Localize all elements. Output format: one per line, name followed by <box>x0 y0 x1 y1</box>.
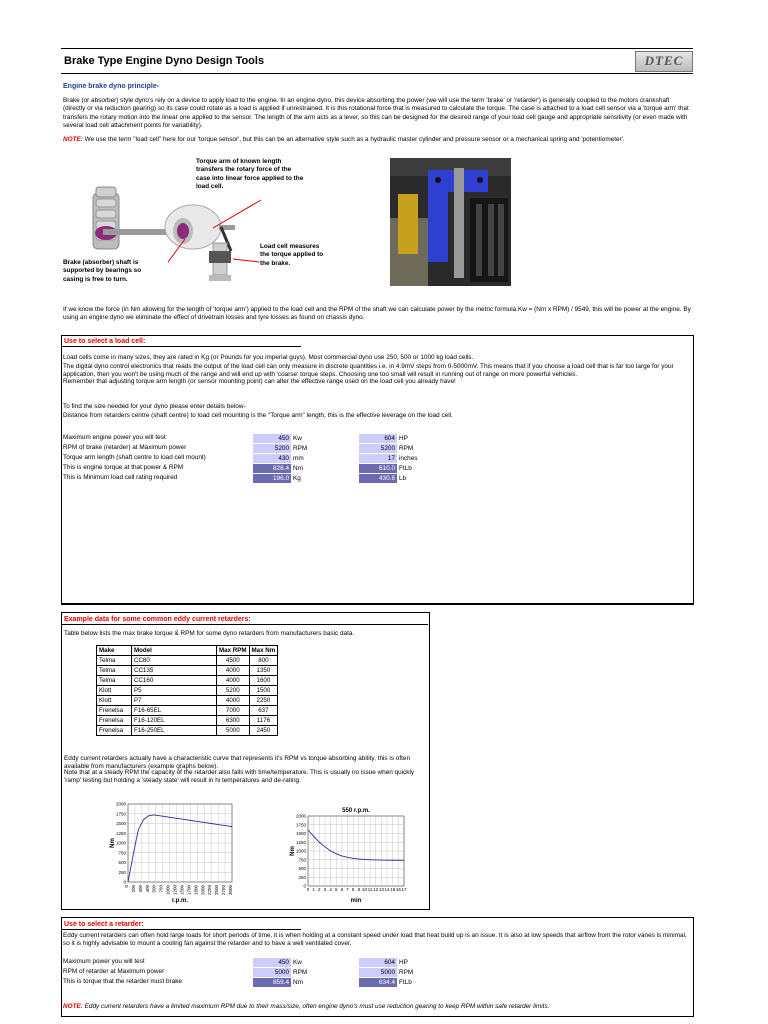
x-tick-label: 16 <box>395 887 401 892</box>
x-tick-label: 0 <box>306 887 310 892</box>
max-power-hp-input[interactable]: 604 <box>359 434 397 443</box>
y-tick-label: 500 <box>298 866 306 871</box>
y-tick-label: 1000 <box>115 840 126 846</box>
load-cell-para-1: Load cells come in many sizes, they are rated in Kg (or Pounds for you imperial guys). Most commercial dyno use 250, 500 or 1000 kg load cells. <box>63 354 474 361</box>
intro-heading: Engine brake dyno principle- <box>63 83 160 90</box>
x-tick-label: 3000 <box>228 885 233 896</box>
unit-label: Nm <box>293 465 303 472</box>
calc-label: Torque arm length (shaft centre to load cell mount) <box>63 454 206 461</box>
load-cell-lb-output: 430.6 <box>359 474 397 483</box>
table-row <box>97 686 278 696</box>
cell-max-rpm: 7000 <box>217 706 250 716</box>
cell-max-rpm: 4000 <box>217 666 250 676</box>
x-tick-label: 2750 <box>221 885 227 896</box>
unit-label: FtLb <box>399 465 412 472</box>
cell-max-rpm: 6300 <box>217 716 250 726</box>
cell-max-rpm: 5200 <box>217 686 250 696</box>
cell-model: P7 <box>132 696 217 706</box>
engine-torque-nm-output: 826.4 <box>253 464 291 473</box>
cell-max-rpm: 4500 <box>217 656 250 666</box>
x-tick-label: 17 <box>401 887 407 892</box>
calc-label: This is torque that the retarder must brake <box>63 978 182 985</box>
cell-make: Telma <box>97 676 132 686</box>
y-tick-label: 250 <box>298 874 306 880</box>
load-cell-section-title: Use to select a load cell: <box>64 338 146 345</box>
x-tick-label: 2 <box>318 887 321 892</box>
cell-max-nm: 1350 <box>249 666 278 676</box>
load-cell-para-3: Remember that adjusting torque arm length (or sensor mounting point) can alter the effective range used on the load cell you already have! <box>63 378 456 385</box>
x-tick-label: 5 <box>334 887 338 892</box>
unit-label: RPM <box>399 445 414 452</box>
page-title: Brake Type Engine Dyno Design Tools <box>64 55 265 67</box>
cell-max-nm: 637 <box>249 706 278 716</box>
unit-label: FtLb <box>399 979 412 986</box>
x-tick-label: 2500 <box>214 885 220 896</box>
cell-make: Klott <box>97 696 132 706</box>
retarder-select-title: Use to select a retarder: <box>64 921 144 928</box>
x-tick-label: 400 <box>144 885 150 893</box>
note-text: Eddy current retarders have a limited maximum RPM due to their mass/size, often engine dyno's must use reduction gearing to keep RPM within safe retarder limits. <box>82 1003 550 1010</box>
intro-paragraph: Brake (or absorber) style dyno's rely on a device to apply load to the engine. In an engine dyno, this device absorbing the power (we will use the term 'brake' or 'retarder') is generally coupled to the motors crankshaft (directly or via reduction gearing) so its case could rotate as a load is applied if unrestrained. It is this rotational force that is measured to calculate the torque. The case is attached to a load cell sensor via a 'torque arm' that transfers the rotary motion into the linear one applied to the sensor. The length of the arm acts as a lever, so this can be designed for the desired range of your load cell gauge and appropriate sensitivity (or even made with several load cell attachment points for variability). <box>63 97 689 129</box>
cell-model: CC135 <box>132 666 217 676</box>
engine-torque-ftlb-output: 610.0 <box>359 464 397 473</box>
retarder-note <box>63 1003 691 1011</box>
cell-model: CC160 <box>132 676 217 686</box>
cell-max-nm: 2250 <box>249 696 278 706</box>
y-tick-label: 1000 <box>295 848 306 854</box>
max-power-kw-input[interactable]: 450 <box>253 434 291 443</box>
unit-label: mm <box>293 455 304 462</box>
calc-label: This is Minimum load cell rating required <box>63 474 178 481</box>
x-axis-label: r.p.m. <box>171 898 189 904</box>
cell-make: Telma <box>97 656 132 666</box>
calc-label: RPM of retarder at Maximum power <box>63 968 165 975</box>
table-header-row <box>97 646 278 656</box>
cell-make: Klott <box>97 686 132 696</box>
cell-max-nm: 800 <box>249 656 278 666</box>
x-tick-label: 2250 <box>207 885 213 896</box>
column-header-max-rpm: Max RPM <box>217 646 250 656</box>
torque-arm-inches-input[interactable]: 17 <box>359 454 397 463</box>
cell-max-nm: 1600 <box>249 676 278 686</box>
retarder-table <box>96 645 278 736</box>
cell-make: Telma <box>97 666 132 676</box>
x-tick-label: 4 <box>329 887 332 892</box>
cell-model: F16-65EL <box>132 706 217 716</box>
cell-max-rpm: 5000 <box>217 726 250 736</box>
y-tick-label: 1500 <box>115 821 126 826</box>
retarder-rpm-input[interactable]: 5000 <box>253 968 291 977</box>
unit-label: HP <box>399 959 408 966</box>
unit-label: Kw <box>293 435 302 442</box>
calc-label: Maximum power you will test <box>63 958 145 965</box>
unit-label: Kw <box>293 959 302 966</box>
x-tick-label: 12 <box>373 887 379 892</box>
title-bar <box>61 48 693 74</box>
y-axis-label: Nm <box>290 846 296 856</box>
load-cell-para-2: The digital dyno control electronics that reads the output of the load cell can only measure in discrete quantities i.e. in 4.9mV steps from 0-5000mV. This means that if you choose a load cell that is far too large for your application, then you won't be using much of the range and will end up with 'coarse' torque steps. Choosing one too small will result in running out of range on more powerful vehicles. <box>63 363 674 379</box>
unit-label: RPM <box>399 969 414 976</box>
x-tick-label: 14 <box>384 887 390 892</box>
x-tick-label: 1800 <box>193 885 199 896</box>
y-tick-label: 2000 <box>295 813 306 819</box>
x-tick-label: 9 <box>357 887 361 892</box>
load-cell-kg-output: 196.0 <box>253 474 291 483</box>
table-row <box>97 676 278 686</box>
calc-label: Maximum engine power you will test <box>63 434 166 441</box>
cell-model: CC80 <box>132 656 217 666</box>
y-axis-label: Nm <box>110 838 116 848</box>
retarder-curve-paragraph-1: Eddy current retarders actually have a characteristic curve that represents it's RPM vs torque absorbing ability, this is often available from manufacturers (example graphs below). <box>64 755 410 771</box>
calc-label: This is engine torque at that power & RPM <box>63 464 184 471</box>
column-header-max-nm: Max Nm <box>249 646 278 656</box>
x-tick-label: 7 <box>346 887 349 892</box>
rpm-input[interactable]: 5200 <box>253 444 291 453</box>
retarder-rpm-input-2[interactable]: 5000 <box>359 968 397 977</box>
x-tick-label: 2000 <box>200 885 206 896</box>
table-row <box>97 666 278 676</box>
retarder-power-kw-input[interactable]: 450 <box>253 958 291 967</box>
x-axis-label: min <box>350 898 362 904</box>
column-header-model: Model <box>132 646 217 656</box>
note-label: NOTE: <box>63 1003 83 1010</box>
x-tick-label: 750 <box>158 885 164 893</box>
retarder-power-hp-input[interactable]: 604 <box>359 958 397 967</box>
x-tick-label: 15 <box>390 887 396 892</box>
y-tick-label: 1250 <box>115 830 126 836</box>
cell-make: Frenelsa <box>97 716 132 726</box>
x-tick-label: 13 <box>378 887 384 892</box>
rpm-input-2[interactable]: 5200 <box>359 444 397 453</box>
note-text: We use the term "load cell" here for our 'torque sensor', but this can be an alternative style such as a hydraulic master cylinder and pressure sensor or a mechanical spring and 'potentiometer'. <box>82 136 625 143</box>
diagram-label-torque-arm: Torque arm of known length transfers the rotary force of the case into linear force applied to the load cell. <box>196 158 304 190</box>
section-divider <box>61 929 301 930</box>
y-tick-label: 1750 <box>115 811 126 817</box>
cell-model: F16-120EL <box>132 716 217 726</box>
y-tick-label: 2000 <box>115 801 126 807</box>
unit-label: Nm <box>293 979 303 986</box>
y-tick-label: 750 <box>298 857 306 863</box>
retarder-torque-nm-output: 859.4 <box>253 978 291 987</box>
table-row <box>97 716 278 726</box>
y-tick-label: 500 <box>118 860 126 865</box>
retarder-torque-ftlb-output: 634.4 <box>359 978 397 987</box>
calc-row-torque-arm <box>63 454 703 464</box>
x-tick-label: 200 <box>130 885 136 893</box>
section-divider <box>61 346 301 347</box>
unit-label: Kg <box>293 475 301 482</box>
cell-model: P5 <box>132 686 217 696</box>
y-tick-label: 1750 <box>295 822 306 828</box>
retarder-rpm-torque-chart <box>96 798 246 906</box>
retarder-curve-paragraph-2: Note that at a steady RPM the capacity of the retarder also falls with time/temperature. This is usually no issue when quickly 'ramp' testing but holding a 'steady state' will result in hi temperatures and de-rating. <box>64 769 415 785</box>
unit-label: Lb <box>399 475 407 482</box>
retarder-data-intro: Table below lists the max brake torque & RPM for some dyno retarders from manufacturers basic data. <box>64 630 355 637</box>
x-tick-label: 11 <box>367 887 373 892</box>
power-formula-paragraph: If we know the force (in Nm allowing for the length of 'torque arm') applied to the load cell and the RPM of the shaft we can calculate power by the metric formula Kw = (Nm x RPM) / 9549, this will be power at the engine. By using an engine dyno we eliminate the effect of drivetrain losses and tyre losses as found on chassis dyno. <box>63 306 691 322</box>
retarder-data-title: Example data for some common eddy current retarders: <box>64 616 251 623</box>
calc-row-retarder-rpm <box>63 968 703 978</box>
y-tick-label: 1250 <box>295 839 306 845</box>
cell-model: F16-250EL <box>132 726 217 736</box>
x-tick-label: 300 <box>137 885 143 893</box>
x-tick-label: 1 <box>312 887 315 892</box>
column-header-make: Make <box>97 646 132 656</box>
unit-label: RPM <box>293 969 308 976</box>
table-row <box>97 706 278 716</box>
table-row <box>97 726 278 736</box>
cell-max-rpm: 4000 <box>217 676 250 686</box>
diagram-label-brake: Brake (absorber) shaft is supported by bearings so casing is free to turn. <box>63 259 142 283</box>
x-tick-label: 1500 <box>179 885 185 896</box>
calc-label: RPM of brake (retarder) at Maximum power <box>63 444 187 451</box>
note-label: NOTE: <box>63 136 83 143</box>
table-row <box>97 696 278 706</box>
y-tick-label: 250 <box>118 869 126 875</box>
unit-label: RPM <box>293 445 308 452</box>
y-tick-label: 750 <box>118 850 126 856</box>
section-divider <box>61 624 428 625</box>
calc-row-retarder-torque <box>63 978 703 988</box>
x-tick-label: 6 <box>340 887 344 892</box>
intro-note <box>63 136 691 144</box>
chart-title: 550 r.p.m. <box>342 808 370 814</box>
cell-make: Frenelsa <box>97 726 132 736</box>
calc-row-rpm <box>63 444 703 454</box>
cell-make: Frenelsa <box>97 706 132 716</box>
x-tick-label: 1000 <box>165 885 171 896</box>
y-tick-label: 0 <box>123 879 126 885</box>
dtec-logo: DTEC <box>635 51 693 72</box>
y-tick-label: 0 <box>303 883 306 889</box>
x-tick-label: 8 <box>351 887 355 892</box>
y-tick-label: 1500 <box>295 831 306 836</box>
x-tick-label: 10 <box>361 887 367 892</box>
cell-max-nm: 1500 <box>249 686 278 696</box>
x-tick-label: 1700 <box>186 885 192 896</box>
dyno-photo <box>390 158 511 286</box>
torque-arm-mm-input[interactable]: 430 <box>253 454 291 463</box>
x-tick-label: 3 <box>323 887 327 892</box>
calc-row-retarder-power <box>63 958 703 968</box>
load-cell-para-4: To find the size needed for your dyno please enter details below- <box>63 403 246 410</box>
cell-max-nm: 1176 <box>249 716 278 726</box>
calc-row-engine-torque <box>63 464 703 474</box>
table-row <box>97 656 278 666</box>
cell-max-nm: 2450 <box>249 726 278 736</box>
unit-label: HP <box>399 435 408 442</box>
diagram-label-load-cell: Load cell measures the torque applied to the brake. <box>260 243 324 267</box>
calc-row-load-cell-rating <box>63 474 703 484</box>
unit-label: inches <box>399 455 418 462</box>
retarder-time-torque-chart <box>276 796 426 906</box>
x-tick-label: 1200 <box>172 885 178 896</box>
calc-row-max-power <box>63 434 703 444</box>
x-tick-label: 0 <box>124 885 129 888</box>
load-cell-para-5: Distance from retarders centre (shaft centre) to load cell mounting is the "Torque arm" length, this is the effective leverage on the load cell. <box>63 412 453 419</box>
retarder-select-paragraph: Eddy current retarders can often hold large loads for short periods of time, it is when holding at a constant speed under load that heat build up is an issue. It is also at low speeds that airflow from the rotor vanes is minimal, so it is highly advisable to mount a cooling fan against the retarder and to have a well ventilated cover. <box>63 932 687 948</box>
cell-max-rpm: 4000 <box>217 696 250 706</box>
x-tick-label: 500 <box>151 885 157 893</box>
